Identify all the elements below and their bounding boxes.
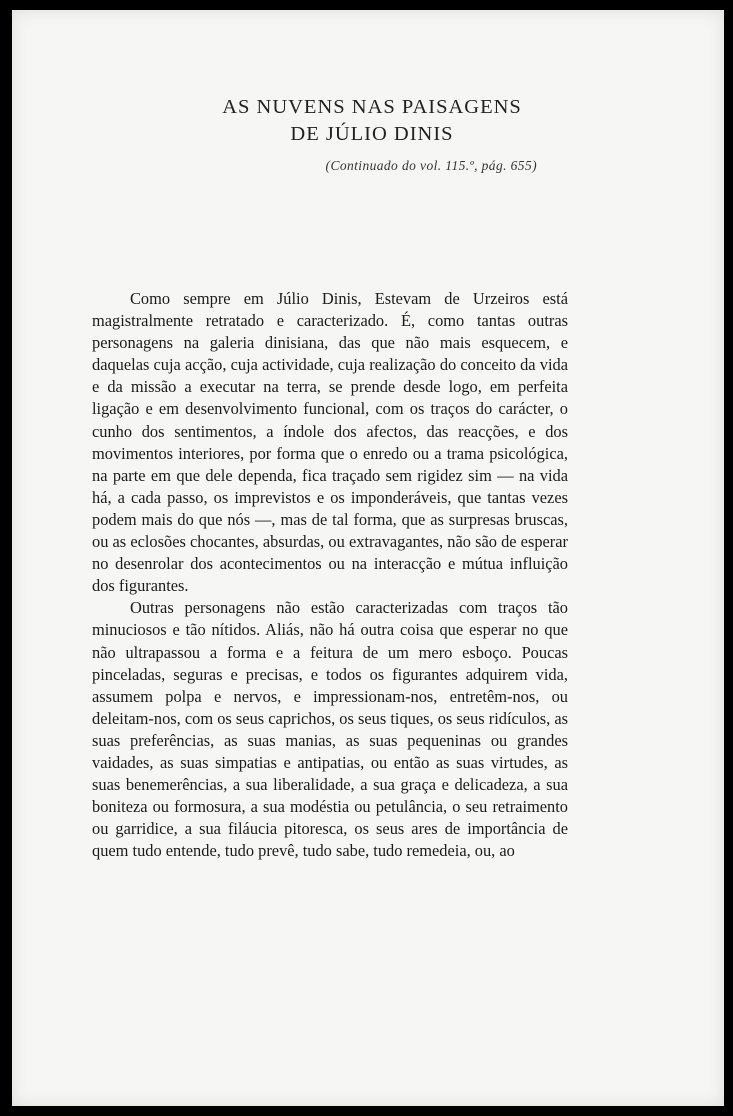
paragraph-2: Outras personagens não estão caracterizadas com traços tão minuciosos e tão nítidos. Aliás, não há outra coisa que esperar no que não ultrapassou a forma e a feitura de um mero esboço. Poucas pinceladas, seguras e precisas, e todos os figurantes adquirem vida, assumem polpa e nervos, e impressionam-nos, entretêm-nos, ou deleitam-nos, com os seus caprichos, os seus tiques, os seus ridículos, as suas preferências, as suas manias, as suas pequeninas ou grandes vaidades, as suas simpatias e antipatias, ou então as suas virtudes, as suas benemerências, a sua liberalidade, a sua graça e delicadeza, a sua boniteza ou formosura, a sua modéstia ou petulância, o seu retraimento ou garridice, a sua filáucia pitoresca, os seus ares de importância de quem tudo entende, tudo prevê, tudo sabe, tudo remedeia, ou, ao [92, 598, 568, 861]
article-title-line-1: AS NUVENS NAS PAISAGENS [222, 96, 522, 118]
article-body [92, 288, 568, 862]
article-title-line-2: DE JÚLIO DINIS [290, 123, 454, 145]
paragraph-1: Como sempre em Júlio Dinis, Estevam de Urzeiros está magistralmente retratado e caracterizado. É, como tantas outras personagens na galeria dinisiana, das que não mais esquecem, e daquelas cuja acção, cuja actividade, cuja realização do conceito da vida e da missão a executar na terra, se prende desde logo, em perfeita ligação e em desenvolvimento funcional, com os traços do carácter, o cunho dos sentimentos, a índole dos afectos, das reacções, e dos movimentos interiores, por forma que o enredo ou a trama psicológica, na parte em que dele dependa, fica traçado sem rigidez sim — na vida há, a cada passo, os imprevistos e os imponderáveis, que tantas vezes podem mais do que nós —, mas de tal forma, que as surpresas bruscas, ou as eclosões chocantes, absurdas, ou extravagantes, não são de esperar no desenrolar dos acontecimentos ou na interacção e mútua influição dos figurantes. [92, 289, 568, 596]
book-page [12, 10, 724, 1106]
continuation-note: (Continuado do vol. 115.º, pág. 655) [325, 158, 537, 173]
